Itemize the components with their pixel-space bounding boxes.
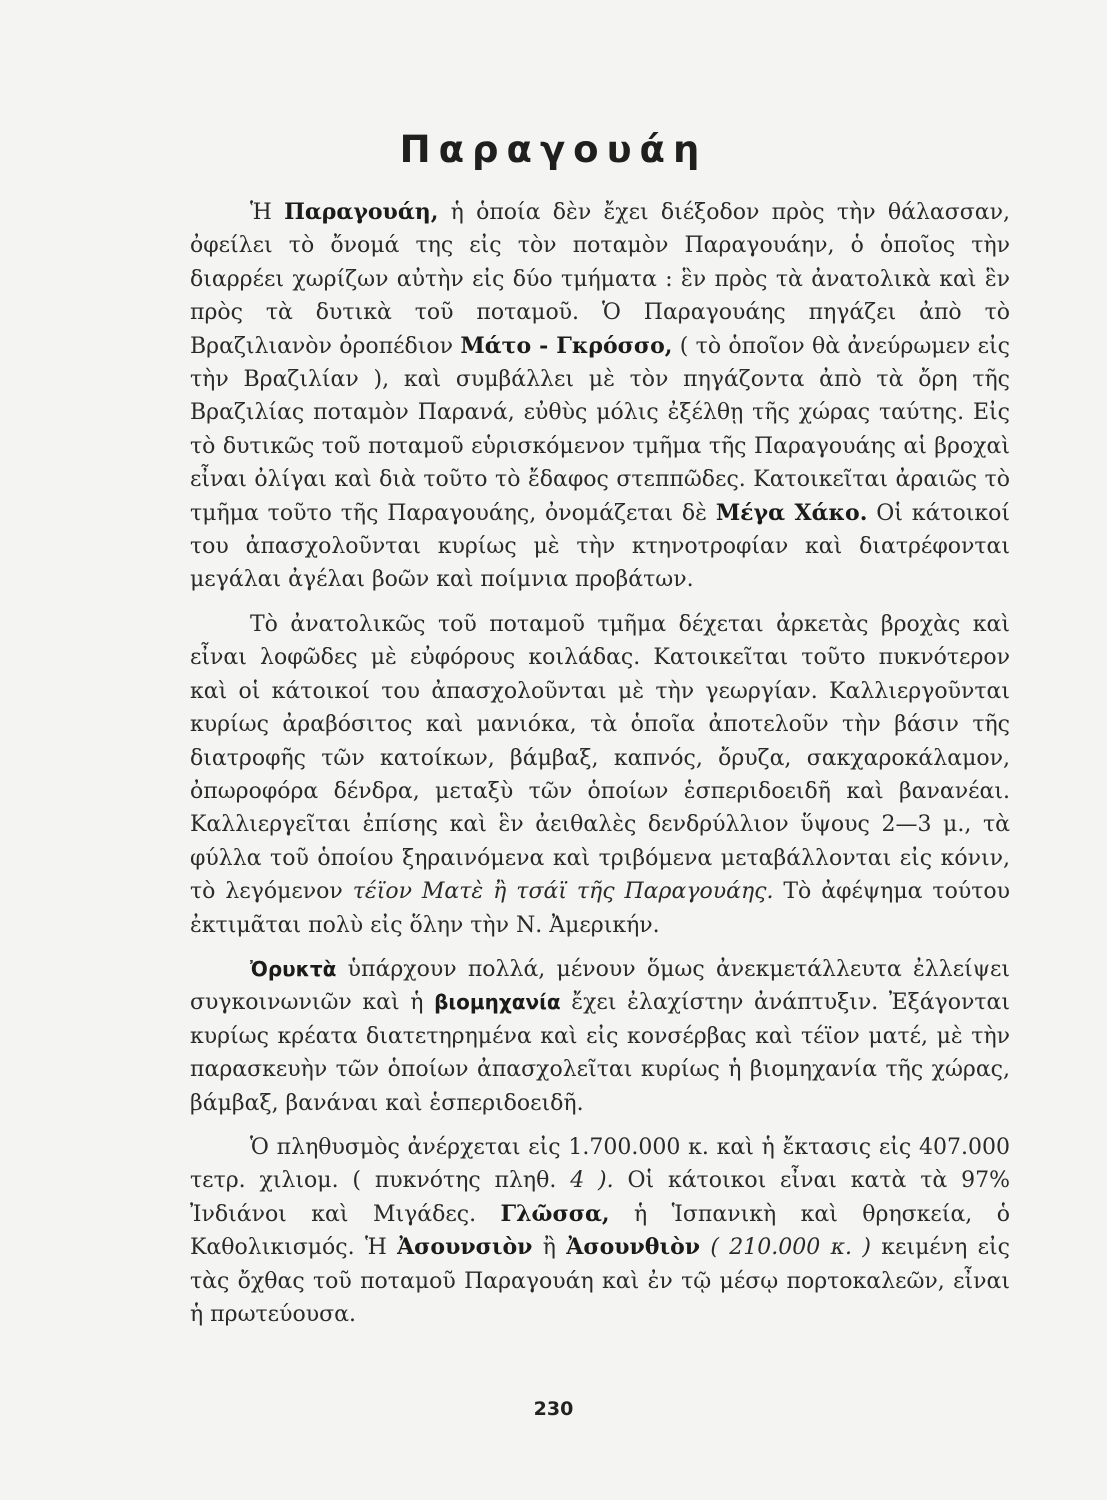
paragraph — [190, 1131, 1010, 1331]
emphasized-text: Μάτο - Γκρόσσο, — [460, 332, 673, 359]
page-title: Παραγουάη — [399, 128, 708, 171]
text-run: ἡ ὁποία δὲν ἔχει διέξοδον πρὸς τὴν θάλασσαν, ὀφείλει τὸ ὄνομά της εἰς τὸν ποταμὸν Παραγουάην, ὁ ὁποῖος τὴν διαρρέει χωρίζων αὐτὴν εἰς δύο τμήματα : ἓν πρὸς τὰ ἀνατολικὰ καὶ ἓν πρὸς τὰ δυτικὰ τοῦ ποταμοῦ. Ὁ Παραγουάης πηγάζει ἀπὸ τὸ Βραζιλιανὸν ὀροπέδιον — [190, 200, 1010, 359]
text-run: Οἱ κάτοικοι εἶναι κατὰ τὰ 97% Ἰνδιάνοι καὶ Μιγάδες. — [190, 1168, 1010, 1227]
emphasized-text: Ἀσουνθιὸν — [566, 1234, 701, 1261]
emphasized-text: βιομηχανία — [434, 990, 561, 1015]
text-run: Τὸ ἀνατολικῶς τοῦ ποταμοῦ τμῆμα δέχεται ἀρκετὰς βροχὰς καὶ εἶναι λοφῶδες μὲ εὐφόρους κοιλάδας. Κατοικεῖται τοῦτο πυκνότερον καὶ οἱ κάτοικοί του ἀπασχολοῦνται μὲ τὴν γεωργίαν. Καλλιεργοῦνται κυρίως ἀραβόσιτος καὶ μανιόκα, τὰ ὁποῖα ἀποτελοῦν τὴν βάσιν τῆς διατροφῆς τῶν κατοίκων, βάμβαξ, καπνός, ὄρυζα, σακχαροκάλαμον, ὀπωροφόρα δένδρα, μεταξὺ τῶν ὁποίων ἑσπεριδοειδῆ καὶ βανανέαι. Καλλιεργεῖται ἐπίσης καὶ ἓν ἀειθαλὲς δενδρύλλιον ὕψους 2—3 μ., τὰ φύλλα τοῦ ὁποίου ξηραινόμενα καὶ τριβόμενα μεταβάλλονται εἰς κόνιν, τὸ λεγόμενον — [190, 611, 1010, 905]
body-text — [190, 196, 1010, 1342]
text-run: ἔχει ἐλαχίστην ἀνάπτυξιν. Ἐξάγονται κυρίως κρέατα διατετηρημένα καὶ εἰς κονσέρβας καὶ τέϊον ματέ, μὲ τὴν παρασκευὴν τῶν ὁποίων ἀπασχολεῖται κυρίως ἡ βιομηχανία τῆς χώρας, βάμβαξ, βανάναι καὶ ἑσπεριδοειδῆ. — [190, 990, 1010, 1116]
emphasized-text: τέϊον Ματὲ ἢ τσάϊ τῆς Παραγουάης. — [352, 879, 774, 905]
paragraph — [190, 608, 1010, 942]
emphasized-text: Ἀσουνσιὸν — [397, 1234, 533, 1261]
text-run: κειμένη εἰς τὰς ὄχθας τοῦ ποταμοῦ Παραγουάη καὶ ἐν τῷ μέσῳ πορτοκαλεῶν, εἶναι ἡ πρωτεύουσα. — [190, 1235, 1011, 1327]
paragraph — [190, 196, 1010, 597]
text-run: ἢ — [532, 1235, 567, 1261]
text-run: Τὸ ἀφέψημα τούτου ἐκτιμᾶται πολὺ εἰς ὅλην τὴν Ν. Ἀμερικήν. — [190, 879, 1010, 938]
text-run: ( τὸ ὁποῖον θὰ ἀνεύρωμεν εἰς τὴν Βραζιλίαν ), καὶ συμβάλλει μὲ τὸν πηγάζοντα ἀπὸ τὰ ὄρη τῆς Βραζιλίας ποταμὸν Παρανά, εὐθὺς μόλις ἐξέλθῃ τῆς χώρας ταύτης. Εἰς τὸ δυτικῶς τοῦ ποταμοῦ εὑρισκόμενον τμῆμα τῆς Παραγουάης αἱ βροχαὶ εἶναι ὀλίγαι καὶ διὰ τοῦτο τὸ ἔδαφος στεππῶδες. Κατοικεῖται ἀραιῶς τὸ τμῆμα τοῦτο τῆς Παραγουάης, ὀνομάζεται δὲ — [190, 333, 1010, 526]
paragraph — [190, 953, 1010, 1120]
emphasized-text: 4 ). — [570, 1168, 614, 1194]
text-run: Ἡ — [250, 200, 285, 225]
text-run: Οἱ κάτοικοί του ἀπασχολοῦνται κυρίως μὲ τὴν κτηνοτροφίαν καὶ διατρέφονται μεγάλαι ἀγέλαι βοῶν καὶ ποίμνια προβάτων. — [190, 500, 1011, 593]
emphasized-text: Μέγα Χάκο. — [715, 499, 868, 526]
emphasized-text: ( 210.000 κ. ) — [710, 1235, 871, 1261]
page-number: 230 — [533, 1398, 574, 1420]
emphasized-text: Παραγουάη, — [284, 199, 439, 225]
emphasized-text: Ὀρυκτὰ — [250, 956, 337, 981]
text-run: Ὁ πληθυσμὸς ἀνέρχεται εἰς 1.700.000 κ. καὶ ἡ ἔκτασις εἰς 407.000 τετρ. χιλιομ. ( πυκνότης πληθ. — [190, 1134, 1010, 1194]
text-run: ὑπάρχουν πολλά, μένουν ὅμως ἀνεκμετάλλευτα ἐλλείψει συγκοινωνιῶν καὶ ἡ — [190, 956, 1010, 1016]
text-run: ἡ Ἱσπανικὴ καὶ θρησκεία, ὁ Καθολικισμός. Ἡ — [190, 1201, 1010, 1261]
emphasized-text: Γλῶσσα, — [500, 1200, 610, 1227]
text-run — [700, 1235, 710, 1260]
